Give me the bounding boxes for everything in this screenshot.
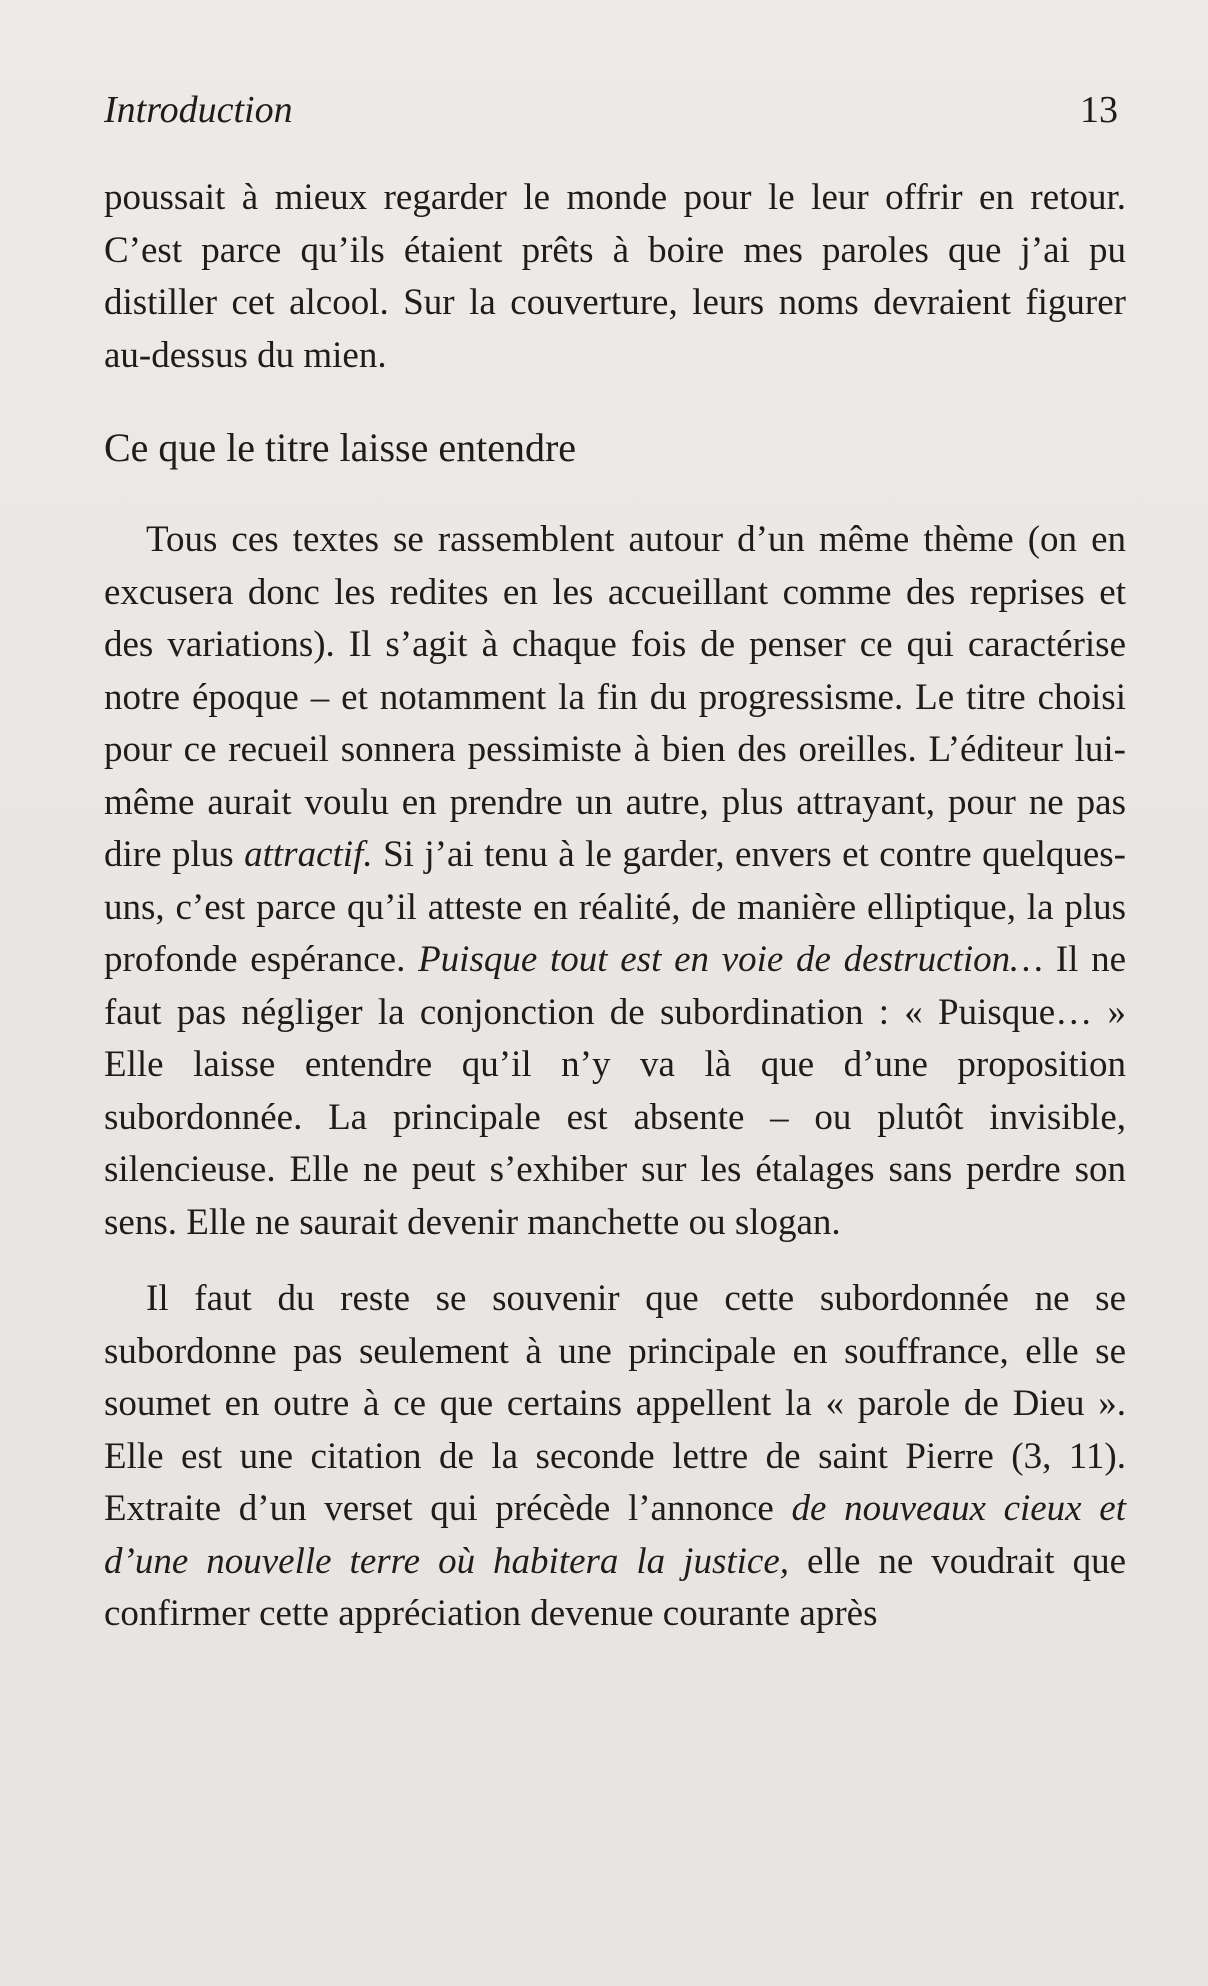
page-number: 13 bbox=[1080, 89, 1118, 131]
paragraph-title-meaning bbox=[104, 514, 1126, 1249]
italic-text: attractif. bbox=[244, 834, 373, 875]
paragraph-text: Il ne faut pas négliger la conjonction de subordination : « Puisque… » Elle laisse entendre qu’il n’y va là que d’une proposition subordonnée. La principale est absente – ou plutôt invisible, silencieuse. Elle ne peut s’exhiber sur les étalages sans perdre son sens. Elle ne saurait devenir manchette ou slogan. bbox=[104, 939, 1127, 1243]
paragraph-text: Si j’ai tenu à le garder, envers et contre quelques-uns, c’est parce qu’il atteste en réalité, de manière elliptique, la plus profonde espérance. bbox=[104, 834, 1126, 980]
paragraph-subordinate bbox=[104, 1273, 1126, 1641]
body-text bbox=[104, 172, 1126, 1641]
running-head bbox=[104, 88, 1118, 136]
paragraph-text: Tous ces textes se rassemblent autour d’un même thème (on en excusera donc les redites en les accueillant comme des reprises et des variations). Il s’agit à chaque fois de penser ce qui caractérise notre époque – et notamment la fin du progressisme. Le titre choisi pour ce recueil sonnera pessimiste à bien des oreilles. L’éditeur lui-même aurait voulu en prendre un autre, plus attrayant, pour ne pas dire plus bbox=[104, 519, 1126, 875]
paragraph-text: elle ne voudrait que confirmer cette appréciation devenue courante après bbox=[104, 1540, 1126, 1634]
italic-quote: de nouveaux cieux et d’une nouvelle terre où habitera la justice, bbox=[104, 1488, 1126, 1582]
paragraph-continued: poussait à mieux regarder le monde pour le leur offrir en retour. C’est parce qu’ils étaient prêts à boire mes paroles que j’ai pu distiller cet alcool. Sur la couverture, leurs noms devraient figurer au-dessus du mien. bbox=[104, 177, 1126, 376]
section-heading: Ce que le titre laisse entendre bbox=[104, 425, 577, 470]
running-title: Introduction bbox=[104, 89, 293, 131]
paragraph-text: Il faut du reste se souvenir que cette subordonnée ne se subordonne pas seulement à une principale en souffrance, elle se soumet en outre à ce que certains appellent la « parole de Dieu ». Elle est une citation de la seconde lettre de saint Pierre (3, 11). Extraite d’un verset qui précède l’annonce bbox=[104, 1278, 1126, 1529]
italic-quote: Puisque tout est en voie de destruction… bbox=[418, 939, 1044, 980]
